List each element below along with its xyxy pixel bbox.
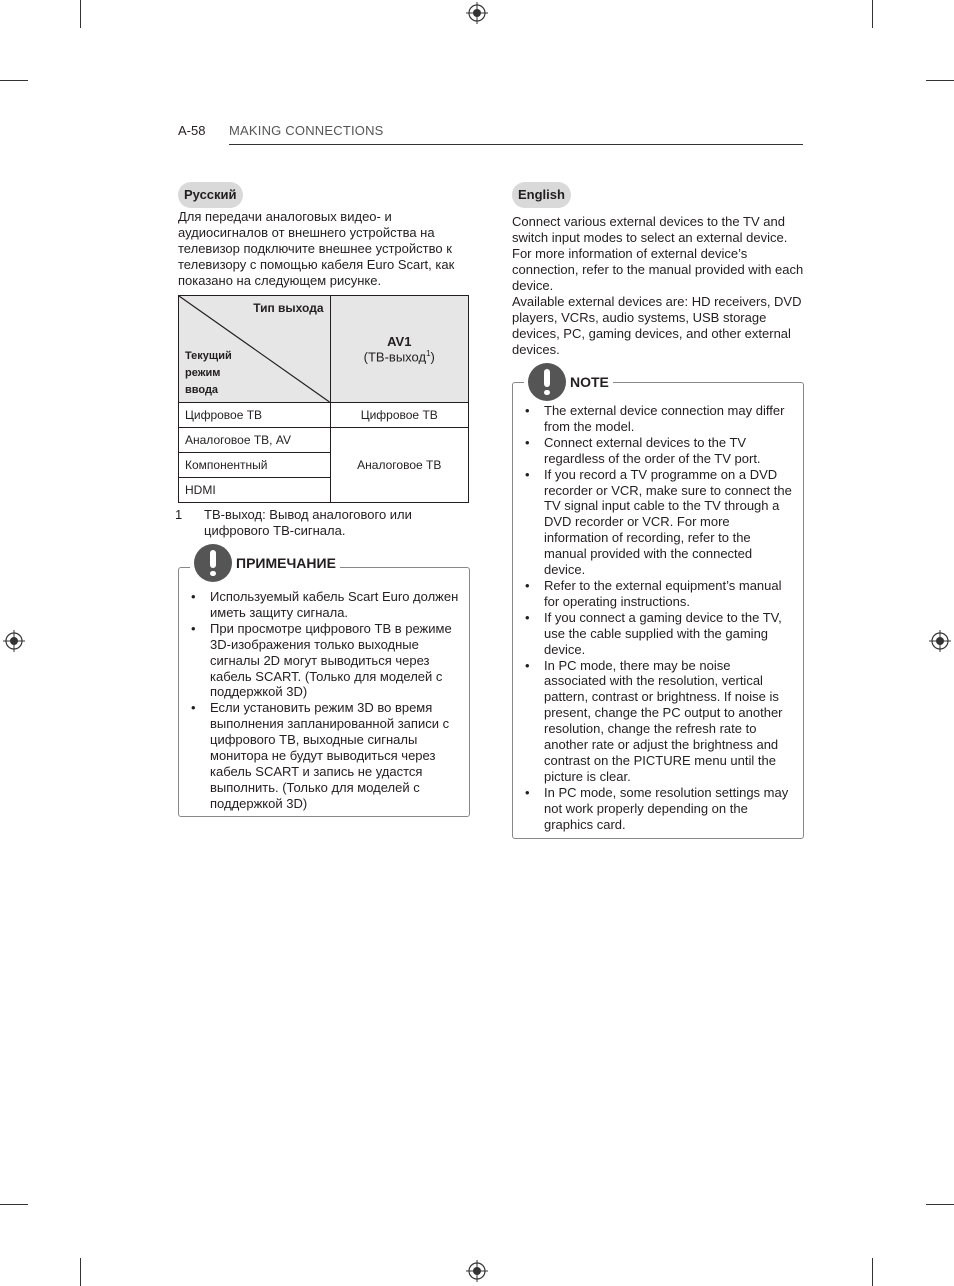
crop-mark bbox=[872, 1258, 873, 1286]
note-list-russian bbox=[178, 589, 460, 812]
list-item: • Refer to the external equipment’s manual for operating instructions. bbox=[512, 578, 796, 610]
russian-intro: Для передачи аналоговых видео- и аудиосигналов от внешнего устройства на телевизор подключите внешнее устройство к телевизору с помощью кабеля Euro Scart, как показано на следующем рисунке. bbox=[178, 209, 455, 288]
note-list-english bbox=[512, 403, 796, 832]
output-cell: Аналоговое ТВ bbox=[330, 428, 468, 503]
crop-mark bbox=[80, 1258, 81, 1286]
footnote-number: 1 bbox=[175, 507, 183, 522]
input-cell: Цифровое ТВ bbox=[179, 403, 331, 428]
language-label-russian: Русский bbox=[178, 182, 243, 208]
table-header-row bbox=[179, 296, 469, 403]
output-cell: Цифровое ТВ bbox=[330, 403, 468, 428]
list-item: • Connect external devices to the TV regardless of the order of the TV port. bbox=[512, 435, 796, 467]
crop-mark bbox=[0, 1204, 28, 1205]
note-header-russian bbox=[190, 543, 340, 583]
av1-header-cell bbox=[330, 296, 468, 403]
av1-subtitle: (ТВ-выход$^1$) bbox=[363, 348, 435, 365]
section-title: MAKING CONNECTIONS bbox=[229, 123, 384, 138]
input-cell: Компонентный bbox=[179, 453, 331, 478]
current-input-mode-label: Текущий режим ввода bbox=[185, 350, 232, 396]
english-intro bbox=[512, 214, 804, 358]
output-type-label: Тип выхода bbox=[253, 301, 324, 315]
list-item: • In PC mode, there may be noise associated with the resolution, vertical pattern, contrast or brightness. If noise is present, change the PC output to another resolution, change the refresh rate to another rate or adjust the brightness and contrast on the PICTURE menu until the picture is clear. bbox=[512, 658, 796, 785]
scart-output-table bbox=[178, 295, 469, 503]
crop-mark bbox=[80, 0, 81, 28]
english-intro-para-2: Available external devices are: HD receivers, DVD players, VCRs, audio systems, USB storage devices, PC, gaming devices, and other external devices. bbox=[512, 294, 802, 357]
crop-mark bbox=[926, 1204, 954, 1205]
crop-mark bbox=[926, 80, 954, 81]
crop-mark bbox=[0, 80, 28, 81]
page-number: A-58 bbox=[178, 123, 206, 138]
note-header-english bbox=[524, 362, 613, 402]
list-item: • Если установить режим 3D во время выполнения запланированной записи с цифрового ТВ, выходные сигналы монитора не будут выводиться через кабель SCART и запись не удастся выполнить. (Только для моделей с поддержкой 3D) bbox=[178, 700, 460, 811]
table-row bbox=[179, 403, 469, 428]
list-item: • Используемый кабель Scart Euro должен иметь защиту сигнала. bbox=[178, 589, 460, 621]
english-intro-para-1: Connect various external devices to the TV and switch input modes to select an external device. For more information of external device’s connection, refer to the manual provided with each device. bbox=[512, 214, 804, 293]
input-cell: HDMI bbox=[179, 478, 331, 503]
list-item: • If you connect a gaming device to the TV, use the cable supplied with the gaming device. bbox=[512, 610, 796, 658]
table-corner-cell bbox=[179, 296, 331, 403]
exclamation-icon bbox=[528, 363, 566, 401]
registration-mark-icon bbox=[466, 1260, 488, 1282]
note-title: NOTE bbox=[570, 374, 609, 390]
list-item: • The external device connection may differ from the model. bbox=[512, 403, 796, 435]
list-item: • При просмотре цифрового ТВ в режиме 3D-изображения только выходные сигналы 2D могут выводиться через кабель SCART. (Только для моделей с поддержкой 3D) bbox=[178, 621, 460, 701]
registration-mark-icon bbox=[3, 630, 25, 652]
footnote-text: ТВ-выход: Вывод аналогового или цифрового ТВ-сигнала. bbox=[204, 507, 412, 538]
exclamation-icon bbox=[194, 544, 232, 582]
table-row bbox=[179, 428, 469, 453]
registration-mark-icon bbox=[466, 2, 488, 24]
registration-mark-icon bbox=[929, 630, 951, 652]
crop-mark bbox=[872, 0, 873, 28]
av1-title: AV1 bbox=[387, 333, 412, 349]
list-item: • If you record a TV programme on a DVD recorder or VCR, make sure to connect the TV signal input cable to the TV through a DVD recorder or VCR. For more information of recording, refer to the manual provided with the connected device. bbox=[512, 467, 796, 578]
language-label-english: English bbox=[512, 182, 571, 208]
input-cell: Аналоговое ТВ, AV bbox=[179, 428, 331, 453]
note-title: ПРИМЕЧАНИЕ bbox=[236, 555, 336, 571]
header-divider bbox=[229, 144, 803, 145]
list-item: • In PC mode, some resolution settings may not work properly depending on the graphics card. bbox=[512, 785, 796, 833]
